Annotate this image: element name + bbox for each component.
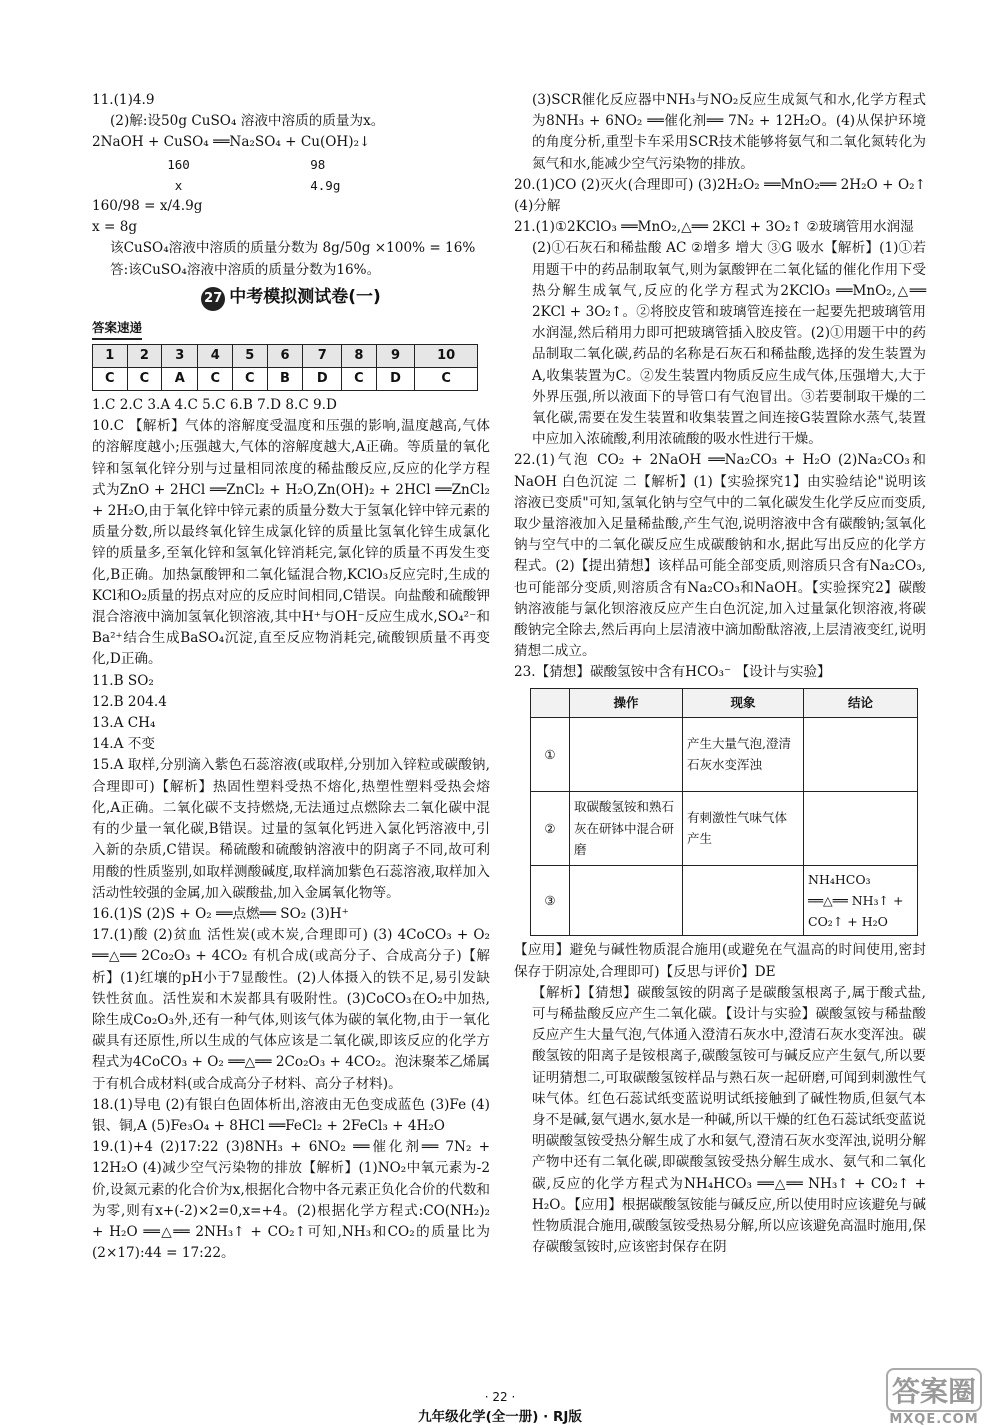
percent-line: 该CuSO₄溶液中溶质的质量分数为 8g/50g ×100% = 16% xyxy=(110,240,476,257)
quick-answer-label: 答案速递 xyxy=(92,317,142,340)
watermark-url: MXQE.COM xyxy=(889,1412,979,1427)
experiment-table xyxy=(530,688,918,937)
answer-23-head: 23.【猜想】碳酸氢铵中含有HCO₃⁻ 【设计与实验】 xyxy=(514,664,831,681)
experiment-operation: 取碳酸氢铵和熟石灰在研钵中混合研磨 xyxy=(570,791,683,865)
answer-17: 17.(1)酸 (2)贫血 活性炭(或木炭,合理即可) (3) 4CoCO₃ + O₂ ══△══ 2Co₂O₃ + 4CO₂ 有机合成(或高分子、合成高分子)【解析】(1)红壤的pH小于7显酸性。(2)人体摄入的铁不足,易引发缺铁性贫血。活性炭和木炭都具有吸附性。(3)CoCO₃在O₂中加热,除生成Co₂O₃外,还有一种气体,则该气体为碳的氧化物,由于一氧化碳具有还原性,所以生成的气体应该是二氧化碳,即该反应的化学方程式为4CoCO₃ + O₂ ══△══ 2Co₂O₃ + 4CO₂。泡沫聚苯乙烯属于有机合成材料(或合成高分子材料、高分子材料)。 xyxy=(92,927,490,1092)
answer-16: 16.(1)S (2)S + O₂ ══点燃══ SO₂ (3)H⁺ xyxy=(92,905,349,922)
answer-10: 10.C 【解析】气体的溶解度受温度和压强的影响,温度越高,气体的溶解度越小;压强越大,气体的溶解度越大,A正确。等质量的氧化锌和氢氧化锌分别与过量相同浓度的稀盐酸反应,反应的化学方程式为ZnO + 2HCl ══ZnCl₂ + H₂O,Zn(OH)₂ + 2HCl ══ZnCl₂ + 2H₂O,由于氧化锌中锌元素的质量分数大于氢氧化锌中锌元素的质量分数,所以最终氧化锌生成氯化锌的质量比氢氧化锌生成氯化锌的质量多,至氧化锌和氢氧化锌消耗完,氯化锌的质量不再发生变化,B正确。加热氯酸钾和二氧化锰混合物,KClO₃反应完时,生成的KCl和O₂质量的拐点对应的反应时间相同,C错误。向盐酸和硫酸钾混合溶液中滴加氢氧化钡溶液,其中H⁺与OH⁻反应生成水,SO₄²⁻和Ba²⁺结合生成BaSO₄沉淀,直至反应物消耗完,硫酸钡质量不再变化,D正确。 xyxy=(92,418,490,668)
answer-11-line: (2)解:设50g CuSO₄ 溶液中溶质的质量为x。 xyxy=(110,113,385,130)
watermark-logo xyxy=(882,1368,986,1427)
equation-line: 2NaOH + CuSO₄ ══Na₂SO₄ + Cu(OH)₂↓ xyxy=(92,134,371,151)
answer-table-number: 8 xyxy=(342,345,377,368)
experiment-phenomenon: 产生大量气泡,澄清石灰水变浑浊 xyxy=(683,717,804,791)
experiment-phenomenon: 有刺激性气味气体产生 xyxy=(683,791,804,865)
section-title xyxy=(92,287,490,311)
answer-table-answer: C xyxy=(233,368,268,391)
answer-table-number: 6 xyxy=(267,345,303,368)
experiment-header-cell: 现象 xyxy=(683,688,804,717)
answer-22: 22.(1)气泡 CO₂ + 2NaOH ══Na₂CO₃ + H₂O (2)Na₂CO₃和NaOH 白色沉淀 二【解析】(1)【实验探究1】由实验结论"说明该溶液已变质"可知,氢氧化钠与空气中的二氧化碳发生化学反应而变质,取少量溶液加入足量稀盐酸,产生气泡,说明溶液中含有碳酸钠;氢氧化钠与空气中的二氧化碳反应生成碳酸钠和水,据此写出反应的化学方程式。(2)【提出猜想】该样品可能全部变质,则溶质只含有Na₂CO₃,也可能部分变质,则溶质含有Na₂CO₃和NaOH。【实验探究2】碳酸钠溶液能与氯化钡溶液反应产生白色沉淀,加入过量氯化钡溶液,将碳酸钠完全除去,然后再向上层清液中滴加酚酞溶液,上层清液变红,说明猜想二成立。 xyxy=(514,452,926,660)
equation-line: 160 98 xyxy=(92,156,326,172)
watermark-main: 答案圈 xyxy=(886,1368,982,1412)
answer-table-number: 5 xyxy=(233,345,268,368)
answer-23-application: 【应用】避免与碱性物质混合施用(或避免在气温高的时间使用,密封保存于阴凉处,合理即可)【反思与评价】DE xyxy=(514,942,926,980)
answer-21-part2: (2)①石灰石和稀盐酸 AC ②增多 增大 ③G 吸水【解析】(1)①若用题干中的药品制取氧气,则为氯酸钾在二氧化锰的催化作用下受热分解生成氧气,反应的化学方程式为2KClO₃ ══MnO₂,△══ 2KCl + 3O₂↑。②将胶皮管和玻璃管连接在一起要先把玻璃管用水润湿,然后稍用力即可把玻璃管插入胶皮管。(2)①用题干中的药品制取二氧化碳,药品的名称是石灰石和稀盐酸,选择的发生装置为A,收集装置为C。②发生装置内物质反应生成气体,压强增大,大于外界压强,所以液面下的导管口有气泡冒出。③若要制取干燥的二氧化碳,需要在发生装置和收集装置之间连接G装置除水蒸气,装置中应加入浓硫酸,利用浓硫酸的吸水性进行干燥。 xyxy=(532,240,926,448)
answer-15: 15.A 取样,分别滴入紫色石蕊溶液(或取样,分别加入锌粒或碳酸钠,合理即可)【解析】热固性塑料受热不熔化,热塑性塑料受热会熔化,A正确。二氧化碳不支持燃烧,无法通过点燃除去二氧化碳中混有的少量一氧化碳,B错误。过量的氢氧化钙进入氯化钙溶液中,引入新的杂质,C错误。稀硫酸和硫酸钠溶液中的阴离子不同,故可利用酸的性质鉴别,如取样测酸碱度,取样滴加紫色石蕊溶液,取样加入活动性较强的金属,加入碳酸盐,加入金属氧化物等。 xyxy=(92,757,490,901)
answer-table-number: 9 xyxy=(376,345,415,368)
section-title-text: 中考模拟测试卷(一) xyxy=(229,286,381,307)
answer-table-answer: C xyxy=(127,368,162,391)
answer-18: 18.(1)导电 (2)有银白色固体析出,溶液由无色变成蓝色 (3)Fe (4)银、铜,A (5)Fe₃O₄ + 8HCl ══FeCl₂ + 2FeCl₃ + 4H₂O xyxy=(92,1096,490,1134)
answer-table-number: 7 xyxy=(303,345,342,368)
experiment-row xyxy=(531,865,918,936)
experiment-row xyxy=(531,791,918,865)
experiment-header-cell: 操作 xyxy=(570,688,683,717)
answer-table-number: 10 xyxy=(415,345,478,368)
experiment-step: ③ xyxy=(531,865,570,936)
answer-table-answer: C xyxy=(415,368,478,391)
experiment-header-cell: 结论 xyxy=(804,688,918,717)
answer-11-line: 11.(1)4.9 xyxy=(92,92,155,108)
answer-11b: 11.B SO₂ xyxy=(92,672,154,689)
answer-12: 12.B 204.4 xyxy=(92,693,167,710)
experiment-row xyxy=(531,717,918,791)
page-number: · 22 · xyxy=(484,1390,516,1404)
answer-21: 21.(1)①2KClO₃ ══MnO₂,△══ 2KCl + 3O₂↑ ②玻璃管用水润湿 xyxy=(514,219,914,236)
experiment-step: ① xyxy=(531,717,570,791)
answer-table-answer: C xyxy=(198,368,233,391)
answer-table-number: 3 xyxy=(162,345,198,368)
proportion-line: 160/98 = x/4.9g xyxy=(92,198,203,215)
answer-19: 19.(1)+4 (2)17:22 (3)8NH₃ + 6NO₂ ══催化剂══ 7N₂ + 12H₂O (4)减少空气污染物的排放【解析】(1)NO₂中氧元素为-2价,设氮元素的化合价为x,根据化合物中各元素正负化合价的代数和为零,则有x+(-2)×2=0,x=+4。(2)根据化学方程式:CO(NH₂)₂ + H₂O ══△══ 2NH₃↑ + CO₂↑可知,NH₃和CO₂的质量比为(2×17):44 = 17:22。 xyxy=(92,1139,490,1262)
experiment-table-header xyxy=(531,688,918,717)
experiment-step: ② xyxy=(531,791,570,865)
answer-23-explanation: 【解析】【猜想】碳酸氢铵的阴离子是碳酸氢根离子,属于酸式盐,可与稀盐酸反应产生二氧化碳。【设计与实验】碳酸氢铵与稀盐酸反应产生大量气泡,气体通入澄清石灰水中,澄清石灰水变浑浊。碳酸氢铵的阳离子是铵根离子,碳酸氢铵可与碱反应产生氨气,所以要证明猜想二,可取碳酸氢铵样品与熟石灰一起研磨,可闻到刺激性气味气体。红色石蕊试纸变蓝说明试纸接触到了碱性物质,但氨气本身不是碱,氨气遇水,氨水是一种碱,所以干燥的红色石蕊试纸变蓝说明碳酸氢铵受热分解生成了水和氨气,澄清石灰水变浑浊,说明分解产物中还有二氧化碳,即碳酸氢铵受热分解生成水、氨气和二氧化碳,反应的化学方程式为NH₄HCO₃ ══△══ NH₃↑ + CO₂↑ + H₂O。【应用】根据碳酸氢铵能与碱反应,所以使用时应该避免与碱性物质混合施用,碳酸氢铵受热易分解,所以应该避免高温时施用,保存碳酸氢铵时,应该密封保存在阴 xyxy=(532,984,926,1256)
short-answers: 1.C 2.C 3.A 4.C 5.C 6.B 7.D 8.C 9.D xyxy=(92,397,337,414)
experiment-operation xyxy=(570,865,683,936)
answer-table-answer: C xyxy=(342,368,377,391)
answer-table-number: 4 xyxy=(198,345,233,368)
left-column xyxy=(92,90,490,1264)
experiment-operation xyxy=(570,717,683,791)
book-title: 九年级化学(全一册) · RJ版 xyxy=(418,1409,582,1425)
answer-table-number: 1 xyxy=(93,345,128,368)
experiment-header-cell xyxy=(531,688,570,717)
experiment-conclusion xyxy=(804,791,918,865)
answer-20: 20.(1)CO (2)灭火(合理即可) (3)2H₂O₂ ══MnO₂══ 2H₂O + O₂↑ (4)分解 xyxy=(514,176,926,215)
answer-19-continued: (3)SCR催化反应器中NH₃与NO₂反应生成氮气和水,化学方程式为8NH₃ + 6NO₂ ══催化剂══ 7N₂ + 12H₂O。(4)从保护环境的角度分析,重型卡车采用SCR技术能够将氨气和二氧化氮转化为氮气和水,能减少空气污染物的排放。 xyxy=(532,92,926,172)
answer-table-header-row xyxy=(93,345,478,368)
experiment-conclusion xyxy=(804,717,918,791)
answer-14: 14.A 不变 xyxy=(92,736,155,753)
equation-line: x 4.9g xyxy=(92,177,341,193)
result-line: x = 8g xyxy=(92,219,138,236)
answer-table-number: 2 xyxy=(127,345,162,368)
answer-table-answer: A xyxy=(162,368,198,391)
answer-table xyxy=(92,344,478,391)
answer-table-answer: C xyxy=(93,368,128,391)
answer-line: 答:该CuSO₄溶液中溶质的质量分数为16%。 xyxy=(110,261,381,278)
experiment-phenomenon xyxy=(683,865,804,936)
right-column xyxy=(514,90,926,1258)
section-number-badge: 27 xyxy=(201,287,225,311)
experiment-conclusion: NH₄HCO₃ ══△══ NH₃↑ + CO₂↑ + H₂O xyxy=(804,865,918,936)
answer-table-answer: D xyxy=(376,368,415,391)
answer-table-answer: B xyxy=(267,368,303,391)
answer-table-answer: D xyxy=(303,368,342,391)
answer-13: 13.A CH₄ xyxy=(92,715,156,732)
answer-table-answer-row xyxy=(93,368,478,391)
